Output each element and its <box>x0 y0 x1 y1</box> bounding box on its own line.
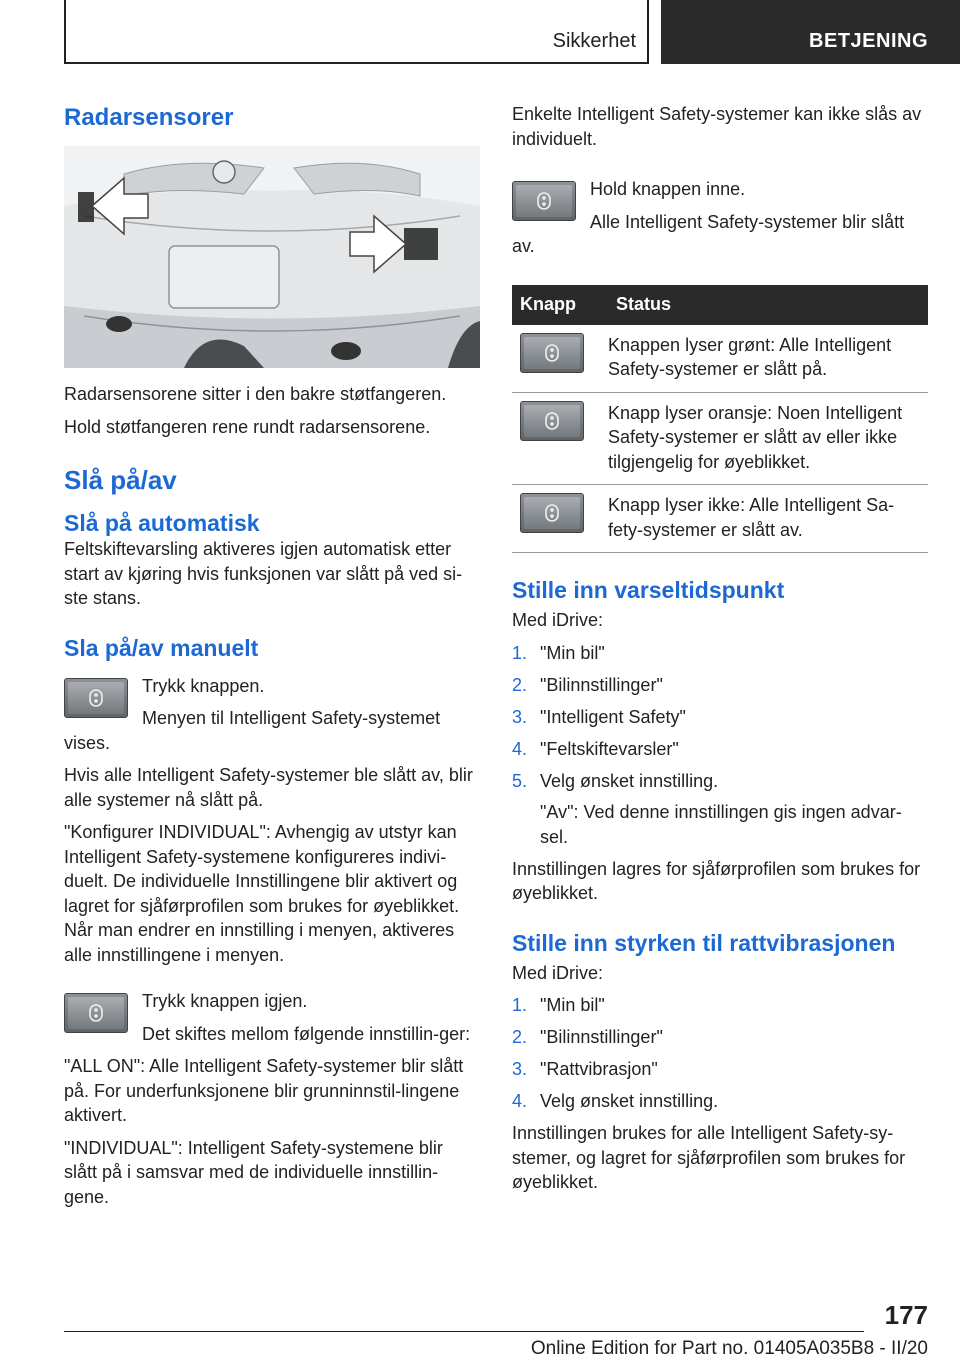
right-column <box>512 96 928 1195</box>
list-item: 2. "Bilinnstillinger" <box>512 1027 663 1047</box>
list-item: 2. "Bilinnstillinger" <box>512 674 663 695</box>
paragraph: Med iDrive: <box>512 610 604 630</box>
table-cell: Knapp lyser oransje: Noen Intelligent Safety-systemer er slått av eller ikke tilgjengelig for øyeblikket. <box>608 392 928 485</box>
subheading-auto: Slå på automatisk <box>64 510 260 536</box>
list-item: 1. "Min bil" <box>512 995 605 1015</box>
intelligent-safety-button-icon <box>520 333 584 373</box>
paragraph: Det skiftes mellom følgende innstillin-ger: <box>142 1023 471 1044</box>
list-item: 1. "Min bil" <box>512 642 605 663</box>
intelligent-safety-button-icon <box>520 493 584 533</box>
list-item-note: "Av": Ved denne innstillingen gis ingen advar-sel. <box>540 802 902 847</box>
page-number: 177 <box>884 1300 928 1330</box>
paragraph: Innstillingen lagres for sjåførprofilen som brukes for øyeblikket. <box>512 858 921 903</box>
table-header: Status <box>608 285 928 325</box>
left-column <box>64 96 480 1209</box>
status-table <box>512 285 928 554</box>
paragraph: Alle Intelligent Safety-systemer blir slått av. <box>512 211 905 256</box>
button-instruction <box>64 989 480 1046</box>
list-item: 3. "Rattvibrasjon" <box>512 1059 658 1079</box>
header-chapter-title: BETJENING <box>661 0 960 64</box>
footer-edition: Online Edition for Part no. 01405A035B8 - II/20 <box>530 1338 928 1359</box>
vibration-steps-list <box>512 993 928 1114</box>
paragraph: Trykk knappen. <box>142 675 265 696</box>
header-rule <box>64 62 649 64</box>
table-cell: Knapp lyser ikke: Alle Intelligent Sa-fety-systemer er slått av. <box>608 485 928 553</box>
table-row <box>512 392 928 485</box>
intelligent-safety-button-icon <box>512 181 576 221</box>
header-section-title: Sikkerhet <box>552 30 636 52</box>
section-heading-radar: Radarsensorer <box>64 104 234 131</box>
paragraph: "ALL ON": Alle Intelligent Safety-systemer blir slått på. For underfunksjonene blir grunninnstil-lingene aktivert. <box>64 1056 464 1125</box>
button-instruction <box>64 674 480 756</box>
table-header: Knapp <box>512 285 608 325</box>
paragraph: Menyen til Intelligent Safety-systemet vises. <box>64 708 441 753</box>
paragraph: "INDIVIDUAL": Intelligent Safety-systemene blir slått på i samsvar med de individuelle innstillin-gene. <box>64 1137 443 1207</box>
paragraph: Med iDrive: <box>512 962 604 983</box>
list-item: 4. Velg ønsket innstilling. <box>512 1091 719 1111</box>
paragraph: Hvis alle Intelligent Safety-systemer ble slått av, blir alle systemer nå slått på. <box>64 765 473 810</box>
header-rule <box>647 0 649 64</box>
list-item: 5. Velg ønsket innstilling. "Av": Ved denne innstillingen gis ingen advar-sel. <box>512 769 928 850</box>
paragraph: Innstillingen brukes for alle Intelligent Safety-sy-stemer, og lagret for sjåførprofilen som brukes for øyeblikket. <box>512 1123 906 1192</box>
paragraph: Feltskiftevarsling aktiveres igjen automatisk etter start av kjøring hvis funksjonen var slått på ved si-ste stans. <box>64 539 463 608</box>
table-row <box>512 485 928 553</box>
paragraph: Enkelte Intelligent Safety-systemer kan ikke slås av individuelt. <box>512 104 922 149</box>
paragraph: Hold støtfangeren rene rundt radarsensorene. <box>64 416 431 437</box>
paragraph: "Konfigurer INDIVIDUAL": Avhengig av utstyr kan Intelligent Safety-systemene konfigureres indivi-duelt. De individuelle Innstillingene blir aktivert og lagret for sjåførprofilen som brukes for øyeblikket. Når man endrer en innstilling i menyen, aktiveres alle innstillingene i menyen. <box>64 822 460 965</box>
intelligent-safety-button-icon <box>64 993 128 1033</box>
car-rear-bumper-illustration <box>64 146 480 368</box>
table-row <box>512 325 928 393</box>
paragraph: Trykk knappen igjen. <box>142 991 308 1011</box>
button-instruction <box>512 177 928 259</box>
section-heading-onoff: Slå på/av <box>64 465 177 495</box>
warning-steps-list <box>512 641 928 850</box>
list-item: 3. "Intelligent Safety" <box>512 706 686 727</box>
section-heading-warning-time: Stille inn varseltidspunkt <box>512 577 785 603</box>
footer-rule <box>64 1331 864 1332</box>
paragraph: Hold knappen inne. <box>590 179 746 199</box>
intelligent-safety-button-icon <box>64 678 128 718</box>
section-heading-steering-vibration: Stille inn styrken til rattvibrasjonen <box>512 929 896 956</box>
intelligent-safety-button-icon <box>520 401 584 441</box>
list-item: 4. "Feltskiftevarsler" <box>512 738 679 759</box>
table-cell: Knappen lyser grønt: Alle Intelligent Safety-systemer er slått på. <box>608 325 928 393</box>
subheading-manual: Sla på/av manuelt <box>64 634 259 661</box>
paragraph: Radarsensorene sitter i den bakre støtfangeren. <box>64 384 447 404</box>
header-rule <box>64 0 66 64</box>
